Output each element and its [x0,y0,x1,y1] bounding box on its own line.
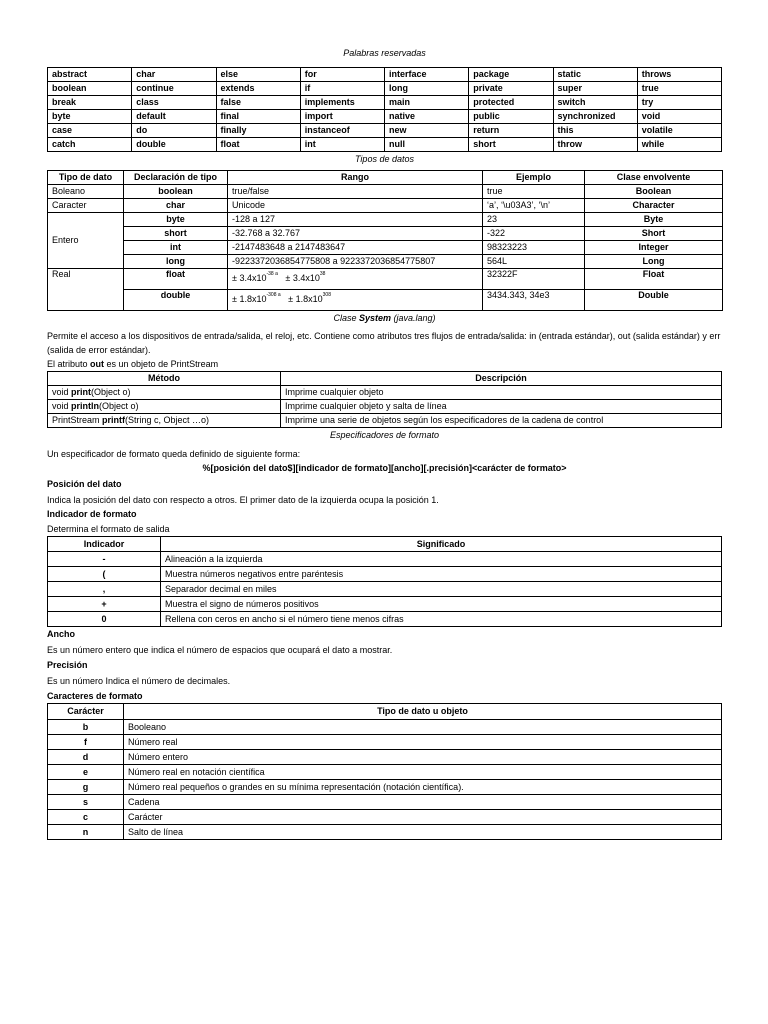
wrapper-cell: Float [585,269,723,290]
reserved-word: catch [48,138,132,152]
type-cell: Entero [48,213,124,269]
reserved-word: for [300,68,384,82]
reserved-word: interface [385,68,469,82]
decl-cell: long [124,255,228,269]
methods-table [47,371,722,428]
meaning-cell: Muestra números negativos entre paréntesis [161,567,722,582]
type-cell: Boleano [48,185,124,199]
char-type-cell: Número entero [124,750,722,765]
char-cell: c [48,810,124,825]
header-declaracion: Declaración de tipo [124,171,228,185]
method-cell: void println(Object o) [48,400,281,414]
indicator-cell: 0 [48,612,161,627]
char-cell: d [48,750,124,765]
indicators-table [47,536,722,627]
table-row [48,597,722,612]
example-cell: 3434.343, 34e3 [483,290,585,311]
methods-header-row [48,372,722,386]
format-specifiers-title: Especificadores de formato [329,430,440,440]
table-row [48,720,722,735]
header-descripcion: Descripción [281,372,722,386]
char-type-cell: Salto de línea [124,825,722,840]
reserved-word: class [132,96,216,110]
reserved-word: volatile [637,124,721,138]
reserved-word: throws [637,68,721,82]
char-type-cell: Número real [124,735,722,750]
range-cell: -32.768 a 32.767 [228,227,483,241]
table-row [48,795,722,810]
document-page [47,0,722,840]
table-row [48,227,723,241]
table-row [48,96,722,110]
method-cell: PrintStream printf(String c, Object …o) [48,414,281,428]
reserved-word: continue [132,82,216,96]
decl-cell: boolean [124,185,228,199]
table-row [48,765,722,780]
reserved-word: protected [469,96,553,110]
table-row [48,241,723,255]
reserved-word: return [469,124,553,138]
system-title: Clase System (java.lang) [333,313,436,323]
format-syntax: %[posición del dato$][indicador de formato][ancho][.precisión]<carácter de formato> [202,463,567,473]
reserved-word: finally [216,124,300,138]
reserved-word: float [216,138,300,152]
header-indicador: Indicador [48,537,161,552]
reserved-word: try [637,96,721,110]
reserved-word: if [300,82,384,96]
reserved-word: abstract [48,68,132,82]
table-row [48,82,722,96]
precision-text: Es un número Indica el número de decimales. [47,676,231,686]
reserved-word: this [553,124,637,138]
example-cell: 98323223 [483,241,585,255]
header-caracter: Carácter [48,704,124,720]
table-row [48,780,722,795]
example-cell: ‘a’, ‘\u03A3’, ‘\n’ [483,199,585,213]
reserved-word: import [300,110,384,124]
example-cell: 32322F [483,269,585,290]
reserved-word: extends [216,82,300,96]
reserved-word: boolean [48,82,132,96]
reserved-word: synchronized [553,110,637,124]
reserved-word: byte [48,110,132,124]
table-row [48,68,722,82]
data-types-header-row [48,171,723,185]
range-cell: ± $1.8x10^{-308 a}$ ± $1.8x10^{308}$ [228,290,483,311]
wrapper-cell: Short [585,227,723,241]
indicator-text: Determina el formato de salida [47,524,170,534]
meaning-cell: Muestra el signo de números positivos [161,597,722,612]
indicator-cell: - [48,552,161,567]
table-row [48,735,722,750]
char-cell: s [48,795,124,810]
reserved-words-title: Palabras reservadas [343,48,426,58]
method-cell: void print(Object o) [48,386,281,400]
reserved-word: void [637,110,721,124]
precision-heading: Precisión [47,660,88,670]
example-cell: 564L [483,255,585,269]
data-types-title: Tipos de datos [355,154,414,164]
decl-cell: byte [124,213,228,227]
reserved-word: else [216,68,300,82]
header-metodo: Método [48,372,281,386]
header-tipo: Tipo de dato [48,171,124,185]
indicator-cell: ( [48,567,161,582]
indicator-cell: , [48,582,161,597]
wrapper-cell: Boolean [585,185,723,199]
reserved-word: super [553,82,637,96]
decl-cell: float [124,269,228,290]
reserved-word: static [553,68,637,82]
reserved-word: false [216,96,300,110]
type-cell: Caracter [48,199,124,213]
char-type-cell: Booleano [124,720,722,735]
reserved-word: do [132,124,216,138]
header-significado: Significado [161,537,722,552]
range-cell: -128 a 127 [228,213,483,227]
example-cell: -322 [483,227,585,241]
width-heading: Ancho [47,629,75,639]
reserved-word: new [385,124,469,138]
table-row [48,138,722,152]
reserved-word: native [385,110,469,124]
indicator-heading: Indicador de formato [47,509,137,519]
range-cell: Unicode [228,199,483,213]
reserved-word: throw [553,138,637,152]
out-attribute-text: El atributo out es un objeto de PrintStream [47,359,219,369]
table-row [48,290,723,311]
char-cell: e [48,765,124,780]
reserved-word: switch [553,96,637,110]
data-types-table [47,170,723,311]
system-description: Permite el acceso a los dispositivos de entrada/salida, el reloj, etc. Contiene como atributos tres flujos de entrada/salida: in (entrada estándar), out (salida estándar) y err (salida de error estándar). [47,331,721,355]
description-cell: Imprime una serie de objetos según los especificadores de la cadena de control [281,414,722,428]
table-row [48,185,723,199]
header-rango: Rango [228,171,483,185]
indicator-cell: + [48,597,161,612]
format-chars-header-row [48,704,722,720]
reserved-word: long [385,82,469,96]
table-row [48,567,722,582]
reserved-word: short [469,138,553,152]
wrapper-cell: Long [585,255,723,269]
reserved-word: public [469,110,553,124]
position-text: Indica la posición del dato con respecto a otros. El primer dato de la izquierda ocupa la posición 1. [47,495,439,505]
decl-cell: short [124,227,228,241]
reserved-word: while [637,138,721,152]
reserved-word: break [48,96,132,110]
example-cell: 23 [483,213,585,227]
table-row [48,552,722,567]
char-type-cell: Número real pequeños o grandes en su mínima representación (notación científica). [124,780,722,795]
char-cell: f [48,735,124,750]
reserved-word: private [469,82,553,96]
header-ejemplo: Ejemplo [483,171,585,185]
decl-cell: char [124,199,228,213]
reserved-word: int [300,138,384,152]
reserved-word: case [48,124,132,138]
format-chars-table [47,703,722,840]
table-row [48,386,722,400]
reserved-word: double [132,138,216,152]
range-cell: -2147483648 a 2147483647 [228,241,483,255]
table-row [48,400,722,414]
char-type-cell: Cadena [124,795,722,810]
table-row [48,582,722,597]
width-text: Es un número entero que indica el número de espacios que ocupará el dato a mostrar. [47,645,393,655]
description-cell: Imprime cualquier objeto y salta de línea [281,400,722,414]
decl-cell: double [124,290,228,311]
table-row [48,612,722,627]
table-row [48,199,723,213]
char-cell: g [48,780,124,795]
table-row [48,414,722,428]
reserved-word: implements [300,96,384,110]
table-row [48,810,722,825]
meaning-cell: Separador decimal en miles [161,582,722,597]
table-row [48,124,722,138]
reserved-word: null [385,138,469,152]
wrapper-cell: Double [585,290,723,311]
meaning-cell: Rellena con ceros en ancho si el número tiene menos cifras [161,612,722,627]
wrapper-cell: Byte [585,213,723,227]
table-row [48,825,722,840]
example-cell: true [483,185,585,199]
decl-cell: int [124,241,228,255]
reserved-word: final [216,110,300,124]
table-row [48,269,723,290]
char-cell: n [48,825,124,840]
header-tipo-objeto: Tipo de dato u objeto [124,704,722,720]
indicators-header-row [48,537,722,552]
table-row [48,750,722,765]
reserved-word: char [132,68,216,82]
description-cell: Imprime cualquier objeto [281,386,722,400]
char-type-cell: Carácter [124,810,722,825]
wrapper-cell: Character [585,199,723,213]
reserved-word: package [469,68,553,82]
format-intro: Un especificador de formato queda definido de siguiente forma: [47,449,301,459]
table-row [48,110,722,124]
format-chars-heading: Caracteres de formato [47,691,143,701]
char-cell: b [48,720,124,735]
reserved-word: true [637,82,721,96]
header-clase: Clase envolvente [585,171,723,185]
reserved-word: default [132,110,216,124]
table-row [48,213,723,227]
range-cell: ± $3.4x10^{-38 a}$ ± $3.4x10^{38}$ [228,269,483,290]
reserved-word: main [385,96,469,110]
table-row [48,255,723,269]
position-heading: Posición del dato [47,479,122,489]
type-cell: Real [48,269,124,311]
range-cell: -9223372036854775808 a 9223372036854775807 [228,255,483,269]
meaning-cell: Alineación a la izquierda [161,552,722,567]
reserved-word: instanceof [300,124,384,138]
reserved-words-table [47,67,722,152]
char-type-cell: Número real en notación científica [124,765,722,780]
range-cell: true/false [228,185,483,199]
wrapper-cell: Integer [585,241,723,255]
